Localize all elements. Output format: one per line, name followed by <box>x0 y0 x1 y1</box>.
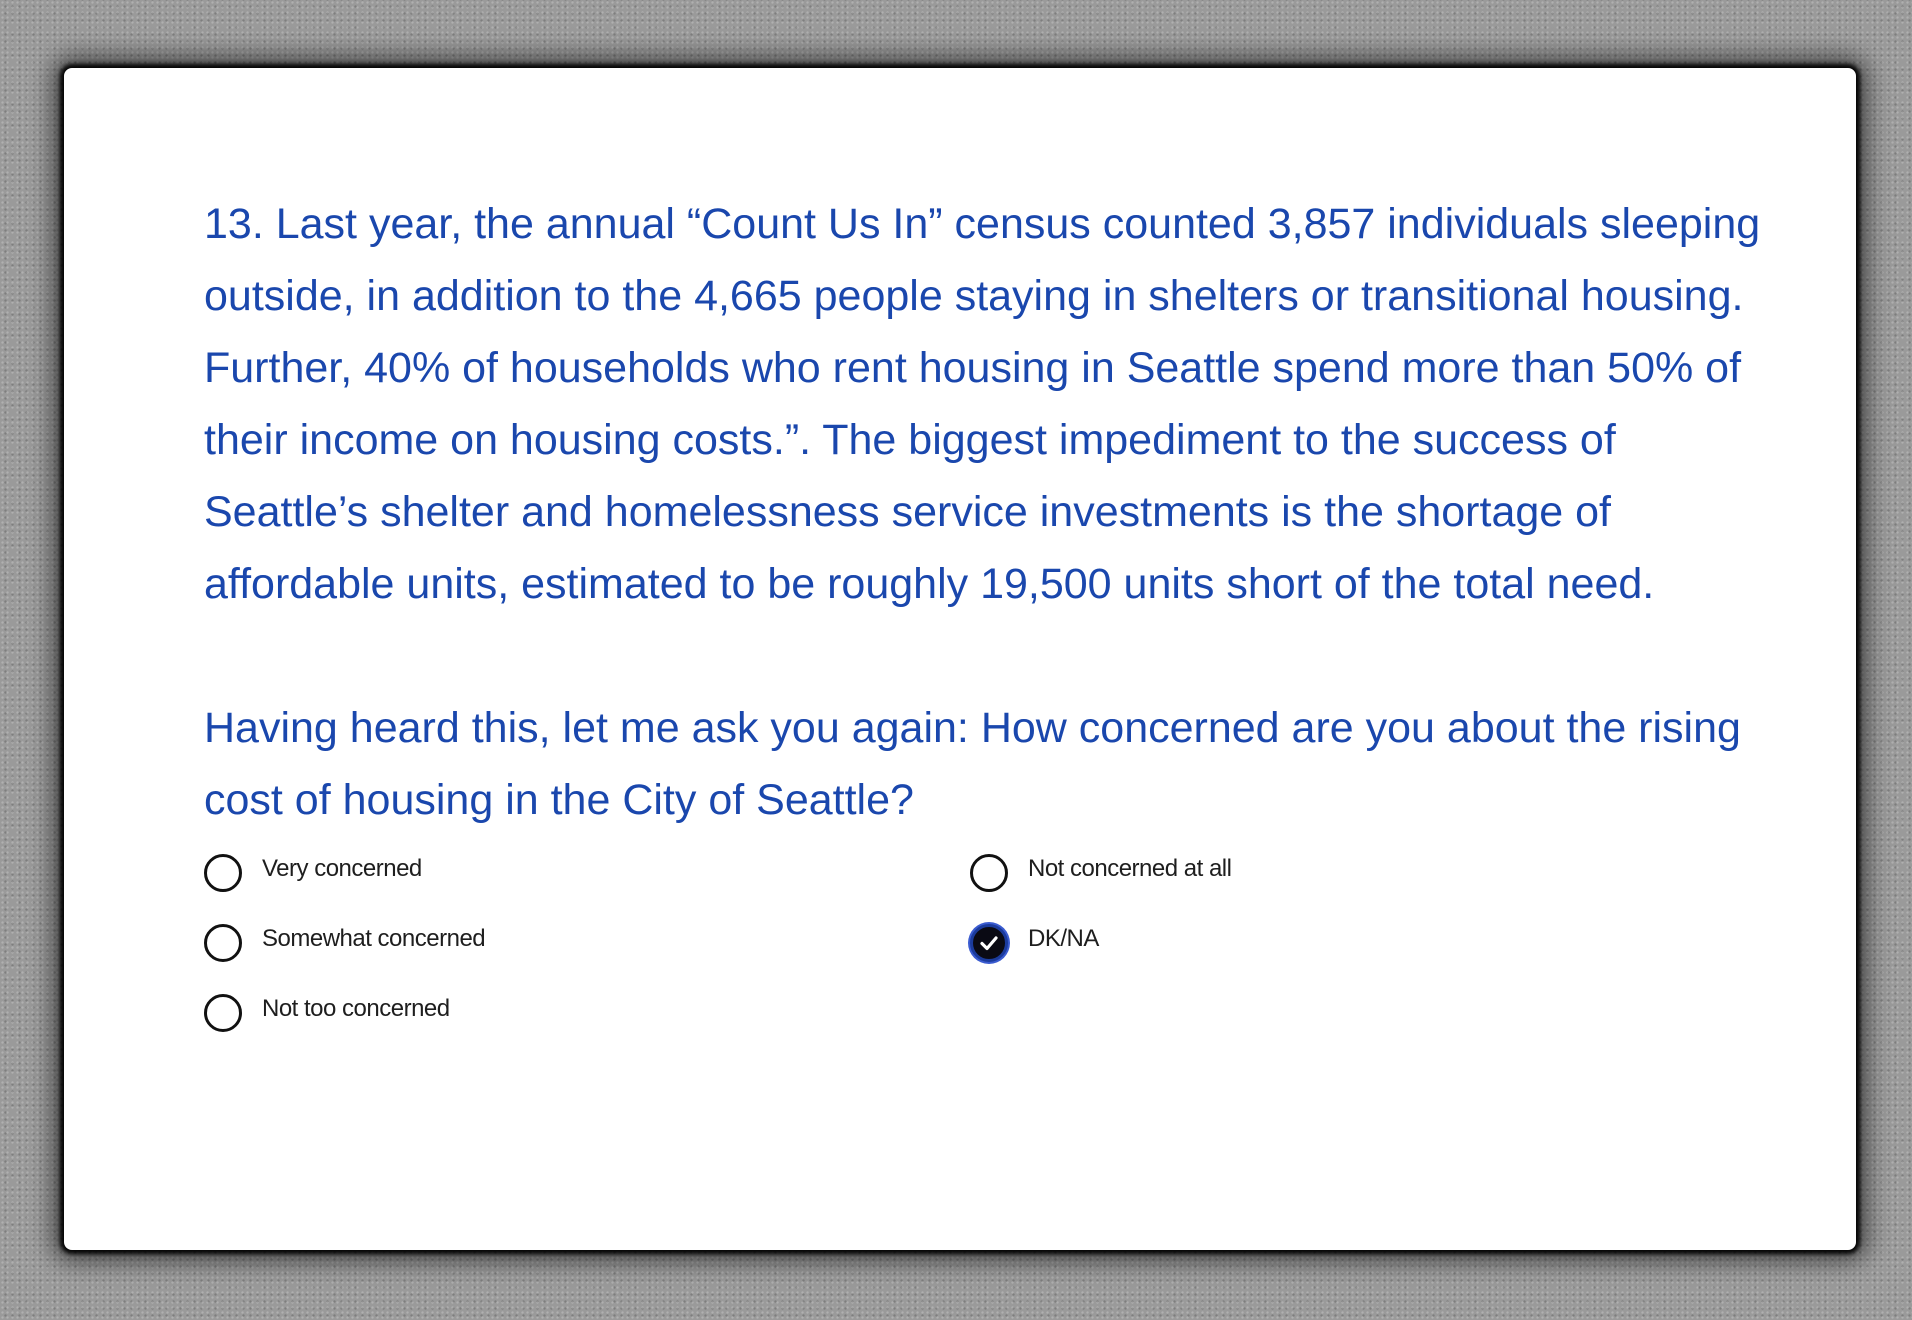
answer-options <box>204 854 1764 1074</box>
option-label: Very concerned <box>262 855 422 882</box>
radio-circle-icon[interactable] <box>204 994 242 1032</box>
option-label: Somewhat concerned <box>262 925 486 952</box>
option-somewhat-concerned[interactable] <box>204 924 485 962</box>
option-label: DK/NA <box>1028 925 1099 952</box>
radio-circle-icon[interactable] <box>970 854 1008 892</box>
option-label: Not too concerned <box>262 995 450 1022</box>
checkmark-icon <box>977 931 1001 955</box>
question-prompt: Having heard this, let me ask you again: How concerned are you about the rising cost of housing in the City of Seattle? <box>204 704 1741 824</box>
option-not-too-concerned[interactable] <box>204 994 450 1032</box>
radio-circle-icon[interactable] <box>204 854 242 892</box>
option-label: Not concerned at all <box>1028 855 1232 882</box>
option-dk-na[interactable] <box>970 924 1099 962</box>
radio-circle-icon[interactable] <box>204 924 242 962</box>
option-not-concerned-at-all[interactable] <box>970 854 1231 892</box>
option-very-concerned[interactable] <box>204 854 422 892</box>
survey-card <box>64 68 1856 1250</box>
question-text: 13. Last year, the annual “Count Us In” census counted 3,857 individuals sleeping outside, in addition to the 4,665 people staying in shelters or transitional housing. Further, 40% of households who rent housing in Seattle spend more than 50% of their income on housing costs.”. The biggest impediment to the success of Seattle’s shelter and homelessness service investments is the shortage of affordable units, estimated to be roughly 19,500 units short of the total need. <box>204 200 1761 608</box>
survey-content <box>204 188 1764 1074</box>
radio-circle-icon[interactable] <box>970 924 1008 962</box>
